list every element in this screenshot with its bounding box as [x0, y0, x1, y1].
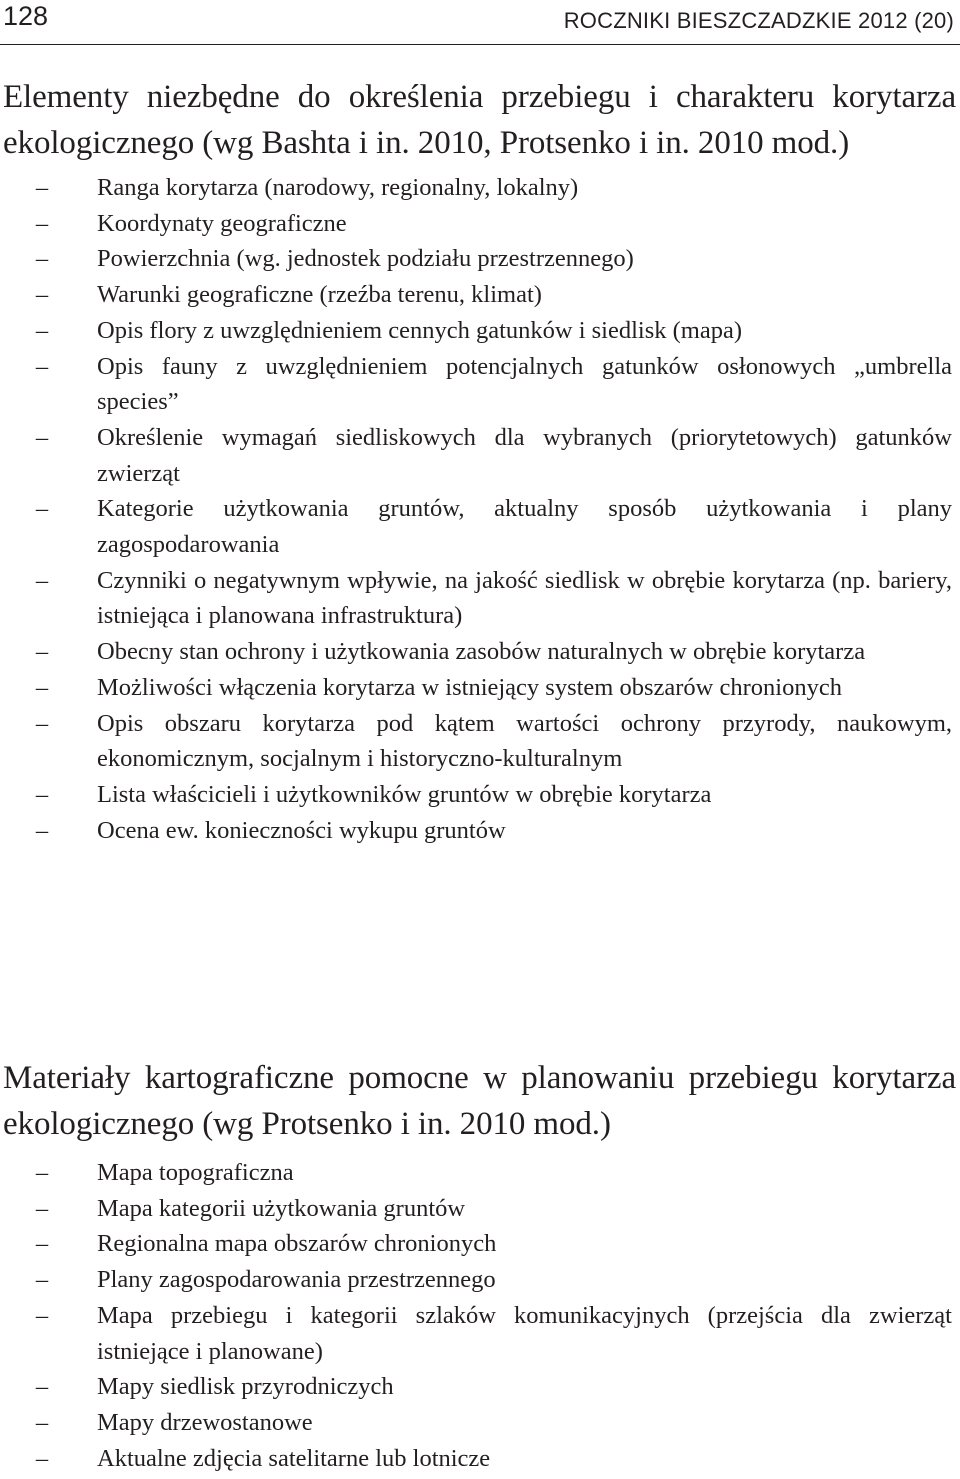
bullet-dash: – — [35, 495, 49, 523]
list-item — [0, 277, 960, 313]
bullet-dash: – — [35, 709, 49, 737]
list-item — [0, 1155, 960, 1191]
list-item — [0, 1226, 960, 1262]
list-item-text: Mapa przebiegu i kategorii szlaków komunikacyjnych (przejścia dla zwierząt istniejące i planowane) — [97, 1301, 952, 1365]
list-item-text: Opis flory z uwzględnieniem cennych gatunków i siedlisk (mapa) — [97, 316, 742, 344]
journal-title: ROCZNIKI BIESZCZADZKIE 2012 (20) — [563, 8, 954, 33]
list-item — [0, 1441, 960, 1477]
list-item — [0, 241, 960, 277]
list-item-text: Koordynaty geograficzne — [97, 209, 347, 237]
section-cartographic-materials — [0, 1055, 960, 1476]
bullet-dash: – — [35, 638, 49, 666]
bullet-dash: – — [35, 174, 49, 201]
list-item-text: Mapa kategorii użytkowania gruntów — [97, 1194, 466, 1222]
bullet-dash: – — [35, 673, 49, 701]
list-item-text: Powierzchnia (wg. jednostek podziału przestrzennego) — [97, 245, 634, 273]
list-item-text: Możliwości włączenia korytarza w istniejący system obszarów chronionych — [97, 673, 842, 701]
bullet-dash: – — [35, 423, 49, 451]
bullet-dash: – — [35, 245, 49, 273]
list-item — [0, 813, 960, 849]
list-item-text: Kategorie użytkowania gruntów, aktualny sposób użytkowania i plany zagospodarowania — [97, 495, 952, 559]
bullet-dash: – — [35, 209, 49, 237]
list-item — [0, 313, 960, 349]
list-item — [0, 1262, 960, 1298]
list-item — [0, 1405, 960, 1441]
list-item-text: Lista właścicieli i użytkowników gruntów w obrębie korytarza — [97, 780, 712, 808]
running-header — [0, 0, 960, 45]
list-item-text: Regionalna mapa obszarów chronionych — [97, 1230, 497, 1258]
bullet-dash: – — [35, 566, 49, 594]
list-item — [0, 634, 960, 670]
list-item-text: Opis fauny z uwzględnieniem potencjalnych gatunków osłonowych „umbrella species” — [97, 352, 952, 416]
list-item-text: Ranga korytarza (narodowy, regionalny, lokalny) — [97, 174, 579, 201]
bullet-dash: – — [35, 1194, 49, 1222]
bullet-dash: – — [35, 1408, 49, 1436]
bullet-dash: – — [35, 352, 49, 380]
section-corridor-elements — [0, 74, 960, 848]
list-item — [0, 491, 960, 562]
section-heading: Elementy niezbędne do określenia przebiegu i charakteru korytarza ekologicznego (wg Bashta i in. 2010, Protsenko i in. 2010 mod.) — [3, 79, 956, 161]
list-item — [0, 206, 960, 242]
bullet-dash: – — [35, 1266, 49, 1294]
list-item — [0, 1298, 960, 1369]
list-item-text: Obecny stan ochrony i użytkowania zasobów naturalnych w obrębie korytarza — [97, 638, 866, 666]
bullet-dash: – — [35, 1230, 49, 1258]
section-heading: Materiały kartograficzne pomocne w planowaniu przebiegu korytarza ekologicznego (wg Protsenko i in. 2010 mod.) — [3, 1060, 956, 1142]
list-item-text: Określenie wymagań siedliskowych dla wybranych (priorytetowych) gatunków zwierząt — [97, 423, 952, 487]
list-item-text: Plany zagospodarowania przestrzennego — [97, 1266, 496, 1294]
bullet-dash: – — [35, 281, 49, 309]
list-item — [0, 1369, 960, 1405]
bullet-dash: – — [35, 1444, 49, 1472]
list-item — [0, 706, 960, 777]
list-item — [0, 670, 960, 706]
list-item-text: Mapy siedlisk przyrodniczych — [97, 1373, 394, 1401]
cartographic-materials-list — [0, 1155, 960, 1476]
list-item — [0, 777, 960, 813]
list-item — [0, 563, 960, 634]
list-item-text: Ocena ew. konieczności wykupu gruntów — [97, 816, 506, 844]
list-item — [0, 349, 960, 420]
list-item-text: Aktualne zdjęcia satelitarne lub lotnicze — [97, 1444, 491, 1472]
bullet-dash: – — [35, 1373, 49, 1401]
bullet-dash: – — [35, 780, 49, 808]
list-item-text: Warunki geograficzne (rzeźba terenu, klimat) — [97, 281, 542, 309]
list-item-text: Mapy drzewostanowe — [97, 1408, 313, 1436]
page-number: 128 — [3, 1, 49, 31]
list-item — [0, 170, 960, 206]
list-item-text: Opis obszaru korytarza pod kątem wartości ochrony przyrody, naukowym, ekonomicznym, socjalnym i historyczno-kulturalnym — [97, 709, 952, 773]
bullet-dash: – — [35, 1301, 49, 1329]
list-item — [0, 420, 960, 491]
bullet-dash: – — [35, 1159, 49, 1186]
bullet-dash: – — [35, 316, 49, 344]
corridor-elements-list — [0, 170, 960, 848]
bullet-dash: – — [35, 816, 49, 844]
list-item-text: Czynniki o negatywnym wpływie, na jakość siedlisk w obrębie korytarza (np. bariery, istniejąca i planowana infrastruktura) — [97, 566, 952, 630]
list-item — [0, 1191, 960, 1227]
list-item-text: Mapa topograficzna — [97, 1159, 294, 1186]
